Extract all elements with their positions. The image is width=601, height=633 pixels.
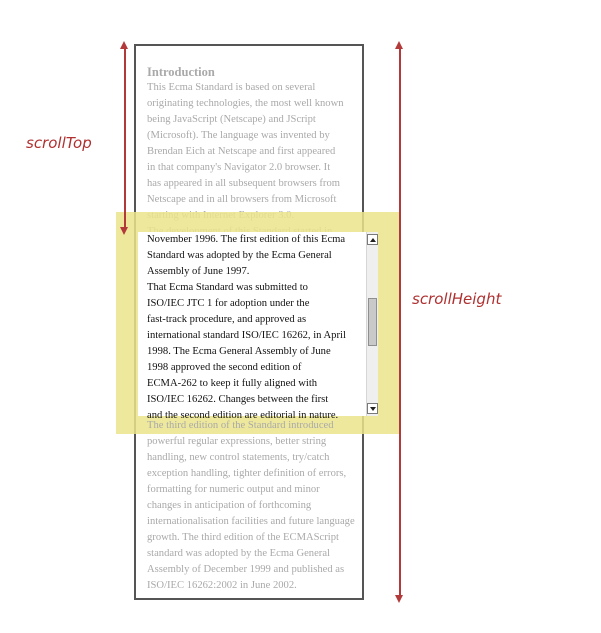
- visible-line: 1998. The Ecma General Assembly of June: [147, 346, 331, 357]
- document-line: powerful regular expressions, better string: [147, 436, 327, 447]
- document-line: originating technologies, the most well known: [147, 98, 344, 109]
- document-line: handling, new control statements, try/catch: [147, 452, 330, 463]
- scroll-height-label: scrollHeight: [412, 290, 502, 308]
- visible-line: international standard ISO/IEC 16262, in April: [147, 330, 346, 341]
- document-line: has appeared in all subsequent browsers from: [147, 178, 340, 189]
- document-line: (Microsoft). The language was invented by: [147, 130, 330, 141]
- scroll-up-arrow-icon[interactable]: [367, 234, 378, 245]
- visible-line: ECMA-262 to keep it fully aligned with: [147, 378, 318, 389]
- visible-line: ISO/IEC JTC 1 for adoption under the: [147, 298, 310, 309]
- document-line: in that company's Navigator 2.0 browser. It: [147, 162, 331, 173]
- document-title: Introduction: [147, 65, 215, 79]
- visible-line: Standard was adopted by the Ecma General: [147, 250, 332, 261]
- document-line: exception handling, tighter definition of errors,: [147, 468, 347, 479]
- scroll-height-arrow: [399, 48, 401, 596]
- scrollbar-thumb[interactable]: [368, 298, 377, 346]
- visible-line: Assembly of June 1997.: [147, 266, 250, 277]
- document-line: internationalisation facilities and future language: [147, 516, 355, 527]
- document-line: This Ecma Standard is based on several: [147, 82, 316, 93]
- vertical-scrollbar[interactable]: [366, 232, 378, 416]
- visible-line: November 1996. The first edition of this Ecma: [147, 234, 346, 245]
- scroll-top-arrow: [124, 48, 126, 228]
- document-line: standard was adopted by the Ecma General: [147, 548, 330, 559]
- visible-line: fast-track procedure, and approved as: [147, 314, 307, 325]
- visible-line: and the second edition are editorial in nature.: [147, 410, 339, 421]
- document-line: changes in anticipation of forthcoming: [147, 500, 312, 511]
- visible-line: ISO/IEC 16262. Changes between the first: [147, 394, 329, 405]
- document-line: Netscape and in all browsers from Microsoft: [147, 194, 337, 205]
- scroll-down-arrow-icon[interactable]: [367, 403, 378, 414]
- document-line: Brendan Eich at Netscape and first appeared: [147, 146, 336, 157]
- visible-text: [147, 232, 367, 424]
- document-line: being JavaScript (Netscape) and JScript: [147, 114, 316, 125]
- visible-line: That Ecma Standard was submitted to: [147, 282, 308, 293]
- document-line: ISO/IEC 16262:2002 in June 2002.: [147, 580, 297, 591]
- visible-line: 1998 approved the second edition of: [147, 362, 302, 373]
- document-line: formatting for numeric output and minor: [147, 484, 320, 495]
- document-line: The third edition of the Standard introduced: [147, 420, 334, 431]
- document-line: Assembly of December 1999 and published as: [147, 564, 345, 575]
- document-line: growth. The third edition of the ECMAScript: [147, 532, 339, 543]
- document-text-below: [147, 418, 357, 594]
- scroll-top-label: scrollTop: [26, 134, 92, 152]
